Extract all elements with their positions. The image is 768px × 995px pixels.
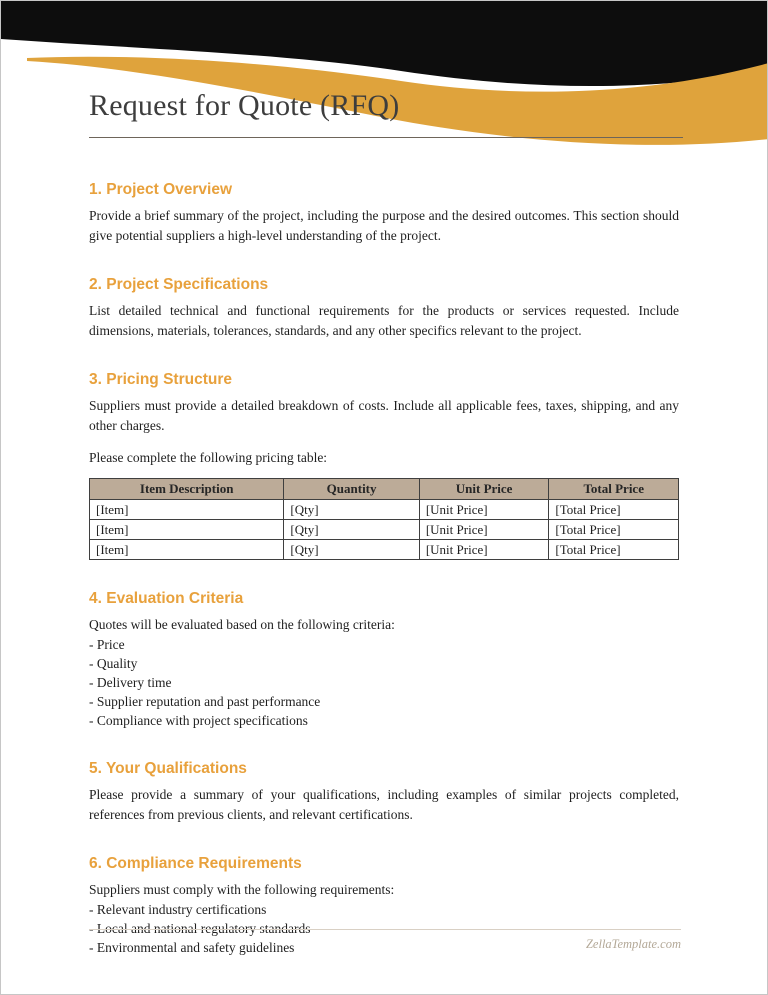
table-cell-qty: [Qty] [284,540,419,560]
table-cell-total-price: [Total Price] [549,520,679,540]
section-paragraph: Please provide a summary of your qualifications, including examples of similar projects completed, references from previous clients, and relevant certifications. [89,787,679,822]
section-paragraph: Provide a brief summary of the project, including the purpose and the desired outcomes. This section should give potential suppliers a high-level understanding of the project. [89,208,679,243]
header-swoosh-graphic [1,1,768,151]
title-divider [89,137,683,138]
section-heading: 1. Project Overview [89,181,233,198]
requirement-bullet: - Relevant industry certifications [89,902,267,917]
criteria-bullet: - Quality [89,656,138,671]
section-pricing-structure [89,371,679,560]
table-cell-item: [Item] [90,500,284,520]
table-cell-qty: [Qty] [284,500,419,520]
table-cell-qty: [Qty] [284,520,419,540]
section-evaluation-criteria [89,590,679,730]
criteria-bullet: - Supplier reputation and past performance [89,694,321,709]
pricing-table-header-row [90,479,679,500]
table-header-item-description: Item Description [90,479,284,500]
table-cell-item: [Item] [90,540,284,560]
table-cell-unit-price: [Unit Price] [419,500,549,520]
criteria-bullet: - Price [89,637,125,652]
table-row [90,520,679,540]
table-cell-item: [Item] [90,520,284,540]
section-your-qualifications [89,760,679,825]
footer-credit: ZellaTemplate.com [585,937,681,951]
pricing-table-note: Please complete the following pricing table: [89,450,328,465]
section-project-specifications [89,276,679,341]
table-cell-unit-price: [Unit Price] [419,540,549,560]
table-header-unit-price: Unit Price [419,479,549,500]
section-paragraph: List detailed technical and functional requirements for the products or services requested. Include dimensions, materials, tolerances, standards, and any other specifics relevant to the project. [89,303,679,338]
table-header-quantity: Quantity [284,479,419,500]
table-header-total-price: Total Price [549,479,679,500]
section-paragraph: Quotes will be evaluated based on the following criteria: [89,617,395,632]
requirement-bullet: - Local and national regulatory standards [89,921,311,936]
criteria-bullet: - Compliance with project specifications [89,713,308,728]
section-project-overview [89,181,679,246]
section-paragraph: Suppliers must provide a detailed breakdown of costs. Include all applicable fees, taxes, shipping, and any other charges. [89,398,679,433]
document-header [1,1,767,151]
document-body [1,151,767,957]
section-heading: 4. Evaluation Criteria [89,590,244,607]
table-row [90,540,679,560]
requirement-bullet: - Environmental and safety guidelines [89,940,295,955]
section-heading: 3. Pricing Structure [89,371,232,388]
table-row [90,500,679,520]
section-heading: 2. Project Specifications [89,276,269,293]
section-heading: 5. Your Qualifications [89,760,247,777]
table-cell-total-price: [Total Price] [549,500,679,520]
page-title: Request for Quote (RFQ) [89,89,400,122]
table-cell-total-price: [Total Price] [549,540,679,560]
document-footer [89,929,681,953]
criteria-bullet: - Delivery time [89,675,172,690]
section-paragraph: Suppliers must comply with the following requirements: [89,882,395,897]
section-heading: 6. Compliance Requirements [89,855,302,872]
pricing-table [89,478,679,560]
table-cell-unit-price: [Unit Price] [419,520,549,540]
